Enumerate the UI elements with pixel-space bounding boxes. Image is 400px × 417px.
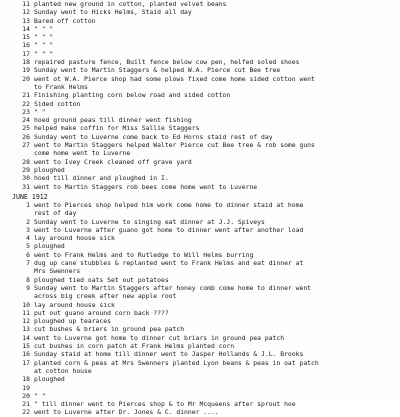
entry-text: Sunday went to Martin Staggers after honey comb come home to dinner went [34, 283, 312, 292]
day-number: 2 [26, 217, 30, 226]
entry-text: Bared off cotton [34, 16, 96, 25]
journal-line [0, 408, 400, 416]
entry-text: went to Luverne after guano got home to dinner went after another load [34, 225, 304, 234]
journal-line [0, 209, 400, 217]
entry-text: Sunday went to Luverne to singing eat dinner at J.J. Spiveys [34, 217, 265, 226]
journal-line [0, 375, 400, 383]
day-number: 29 [22, 165, 30, 174]
entry-text: lay around house sick [34, 300, 115, 309]
day-number: 16 [22, 41, 30, 50]
entry-text: Mrs Swenners [34, 267, 81, 276]
entry-text: rest of day [34, 209, 77, 218]
entry-text: went to Martin Staggers helped Walter Pierce cut Bee tree & rob some guns [34, 141, 315, 150]
entry-text: ploughed [34, 375, 65, 384]
journal-line [0, 108, 400, 116]
journal-line [0, 226, 400, 234]
entry-text: Finishing planting corn below road and sided cotton [34, 91, 231, 100]
journal-line [0, 149, 400, 157]
day-number: 30 [22, 174, 30, 183]
journal-line [0, 158, 400, 166]
entry-text: went to Martin Staggers rob bees come home went to Luverne [34, 182, 258, 191]
journal-line [0, 133, 400, 141]
journal-line [0, 100, 400, 108]
journal-line [0, 317, 400, 325]
journal-line [0, 0, 400, 8]
journal-line [0, 242, 400, 250]
june-heading: JUNE 1912 [12, 193, 48, 201]
entry-text: " " " [34, 24, 54, 33]
day-number: 15 [22, 342, 30, 351]
day-number: 12 [22, 8, 30, 17]
journal-line [0, 367, 400, 375]
journal-line [0, 259, 400, 267]
entry-text: lay around house sick [34, 234, 115, 243]
day-number: 13 [22, 16, 30, 25]
journal-line [0, 124, 400, 132]
journal-line [0, 174, 400, 182]
journal-line [0, 75, 400, 83]
day-number: 9 [26, 283, 30, 292]
day-number: 21 [22, 91, 30, 100]
journal-line [0, 218, 400, 226]
entry-text: went to Luverne after Dr. Jones & C. dinner .... [34, 408, 219, 417]
day-number: 1 [26, 201, 30, 209]
journal-line [0, 141, 400, 149]
day-number: 31 [22, 182, 30, 191]
journal-line [0, 201, 400, 209]
day-number: 28 [22, 157, 30, 166]
journal-line [0, 292, 400, 300]
entry-text: Sunday staid at home till dinner went to Jasper Hollands & J.L. Brooks [34, 350, 304, 359]
entry-text: Sunday went to Hicks Helms, Staid all day [34, 8, 192, 17]
day-number: 21 [22, 400, 30, 409]
entry-text: " " [34, 107, 46, 116]
entry-text: ploughed up tearaces [34, 317, 111, 326]
entry-text: cut bushes in corn patch at Frank Helms planted corn [34, 342, 235, 351]
journal-line [0, 17, 400, 25]
day-number: 17 [22, 49, 30, 58]
day-number: 6 [26, 250, 30, 259]
day-number: 11 [22, 308, 30, 317]
entry-text: ploughed [34, 165, 65, 174]
day-number: 27 [22, 141, 30, 150]
day-number: 5 [26, 242, 30, 251]
journal-line [0, 301, 400, 309]
journal-line [0, 41, 400, 49]
journal-line [0, 8, 400, 16]
day-number: 18 [22, 58, 30, 67]
journal-line [0, 284, 400, 292]
entry-text: planted new ground in cotton, planted velvet beans [34, 0, 227, 8]
day-number: 16 [22, 350, 30, 359]
day-number: 22 [22, 99, 30, 108]
journal-line [0, 251, 400, 259]
journal-line [0, 392, 400, 400]
entry-text: ploughed [34, 242, 65, 251]
day-number: 26 [22, 132, 30, 141]
journal-line [0, 33, 400, 41]
entry-text: went ot W.A. Pierce shop had some plows fixed come home sided cotton went [34, 74, 315, 83]
entry-text: put out guano around corn back ???? [34, 308, 169, 317]
journal-line [0, 350, 400, 358]
entry-text: went to Frank Helms and to Rutledge to Will Helms burring [34, 250, 254, 259]
journal-line [0, 83, 400, 91]
day-number: 18 [22, 375, 30, 384]
day-number: 11 [22, 0, 30, 8]
day-number: 19 [22, 66, 30, 75]
entry-text: " " [34, 391, 46, 400]
day-number: 19 [22, 383, 30, 392]
entry-text: Sunday went to Martin Staggers & helped W.A. Pierce cut Bee tree [34, 66, 281, 75]
entry-text: come home went to Luverne [34, 149, 131, 158]
entry-text: went to Luverne got home to dinner cut briars in ground pea patch [34, 333, 285, 342]
entry-text: ploughed tied oats Set out potatoes [34, 275, 169, 284]
june-entries [0, 201, 400, 417]
day-number: 10 [22, 300, 30, 309]
day-number: 14 [22, 24, 30, 33]
entry-text: " till dinner went to Pierces shop & to Mr Mcqueens after sprout hoe [34, 400, 296, 409]
journal-line [0, 276, 400, 284]
journal-line [0, 25, 400, 33]
entry-text: hoed ground peas till dinner went fishing [34, 116, 192, 125]
day-number: 12 [22, 317, 30, 326]
day-number: 17 [22, 358, 30, 367]
may-entries [0, 0, 400, 191]
day-number: 14 [22, 333, 30, 342]
day-number: 23 [22, 107, 30, 116]
entry-text: went to Ivey Creek cleaned off grave yard [34, 157, 192, 166]
journal-line [0, 334, 400, 342]
journal-line [0, 66, 400, 74]
day-number: 25 [22, 124, 30, 133]
journal-line [0, 384, 400, 392]
journal-line [0, 400, 400, 408]
journal-line [0, 325, 400, 333]
entry-text: Sided cotton [34, 99, 81, 108]
day-number: 15 [22, 33, 30, 42]
day-number: 20 [22, 74, 30, 83]
entry-text: cut bushes & briers in ground pea patch [34, 325, 185, 334]
day-number: 4 [26, 234, 30, 243]
entry-text: " " " [34, 33, 54, 42]
day-number: 7 [26, 259, 30, 268]
journal-line [0, 58, 400, 66]
journal-line [0, 267, 400, 275]
day-number: 22 [22, 408, 30, 417]
day-number: 24 [22, 116, 30, 125]
journal-line [0, 50, 400, 58]
day-number: 13 [22, 325, 30, 334]
entry-text: helped make coffin for Miss Sallie Staggers [34, 124, 200, 133]
journal-line [0, 91, 400, 99]
entry-text: hoed till dinner and ploughed in I. [34, 174, 169, 183]
journal-line [0, 183, 400, 191]
entry-text: " " " [34, 41, 54, 50]
entry-text: to Frank Helms [34, 82, 88, 91]
entry-text: went to Pierces shop helped him work come home to dinner staid at home [34, 201, 304, 209]
entry-text: dug up cane stubbles & replanted went to Frank Helms and eat dinner at [34, 259, 304, 268]
journal-line [0, 166, 400, 174]
journal-line [0, 234, 400, 242]
entry-text: " " " [34, 49, 54, 58]
entry-text: at cotton house [34, 366, 92, 375]
entry-text: planted corn & peas at Mrs Swenners planted Lyon beans & peas in oat patch [34, 358, 319, 367]
journal-line [0, 342, 400, 350]
entry-text: Sunday went to Luverne come back to Ed Horns staid rest of day [34, 132, 273, 141]
journal-line [0, 116, 400, 124]
entry-text: repaired pasture fence, Built fence below cow pen, helfed soled shoes [34, 58, 300, 67]
day-number: 3 [26, 225, 30, 234]
entry-text: across big creek after new apple root [34, 292, 177, 301]
journal-line [0, 359, 400, 367]
journal-line [0, 309, 400, 317]
day-number: 8 [26, 275, 30, 284]
day-number: 20 [22, 391, 30, 400]
